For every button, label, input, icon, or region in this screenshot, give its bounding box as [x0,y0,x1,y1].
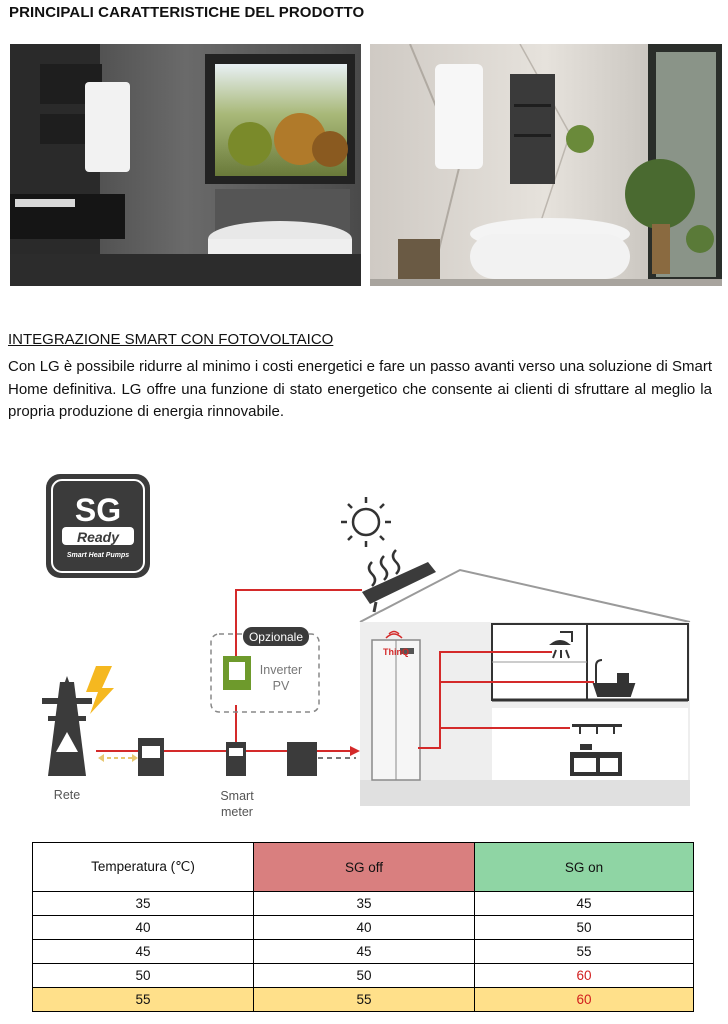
table-cell: 50 [475,916,694,940]
inverter-label: Inverter PV [259,663,303,693]
table-row [33,964,694,988]
table-header-row [33,843,694,892]
section-paragraph: Con LG è possibile ridurre al minimo i costi energetici e fare un passo avanti verso una soluzione di Smart Home definitiva. LG offre una funzione di stato energetico che consente ai clienti di sfruttare al meglio la propria produzione di energia rinnovabile. [8,358,712,420]
lightning-icon [86,666,114,714]
inverter-pv-icon [223,656,251,690]
power-pylon-icon [42,676,92,776]
sun-icon [341,497,391,547]
badge-ready-text: Ready [76,529,120,545]
badge-subtitle-text: Smart Heat Pumps [66,552,130,559]
header-temperature: Temperatura (℃) [33,843,254,892]
table-cell: 60 [475,988,694,1012]
table-cell: 45 [475,892,694,916]
table-cell: 55 [33,988,254,1012]
energy-diagram [0,462,728,822]
page-title: PRINCIPALI CARATTERISTICHE DEL PRODOTTO [9,4,365,21]
smart-meter-icon [226,742,246,776]
table-cell: 40 [33,916,254,940]
section-heading: INTEGRAZIONE SMART CON FOTOVOLTAICO [8,331,334,348]
bathroom-photo-right [370,44,722,286]
optional-label: Opzionale [248,630,304,644]
table-cell: 45 [33,940,254,964]
table-row [33,892,694,916]
table-row [33,916,694,940]
table-cell: 40 [254,916,475,940]
header-sg-off: SG off [254,843,475,892]
smart-meter-label: Smart meter [220,789,254,819]
thinq-label: ThinQ [383,647,409,657]
converter-box-icon [287,742,317,776]
grid-label: Rete [53,788,81,802]
table-row-highlighted [33,988,694,1012]
grid-meter-icon [138,738,164,776]
table-cell: 35 [254,892,475,916]
table-row [33,940,694,964]
sg-temperature-table [32,842,694,1012]
table-cell: 45 [254,940,475,964]
table-cell: 35 [33,892,254,916]
table-cell: 60 [475,964,694,988]
table-cell: 55 [254,988,475,1012]
table-cell: 50 [33,964,254,988]
table-cell: 55 [475,940,694,964]
badge-sg-text: SG [74,492,122,528]
table-cell: 50 [254,964,475,988]
header-sg-on: SG on [475,843,694,892]
bathroom-photo-left [10,44,361,286]
